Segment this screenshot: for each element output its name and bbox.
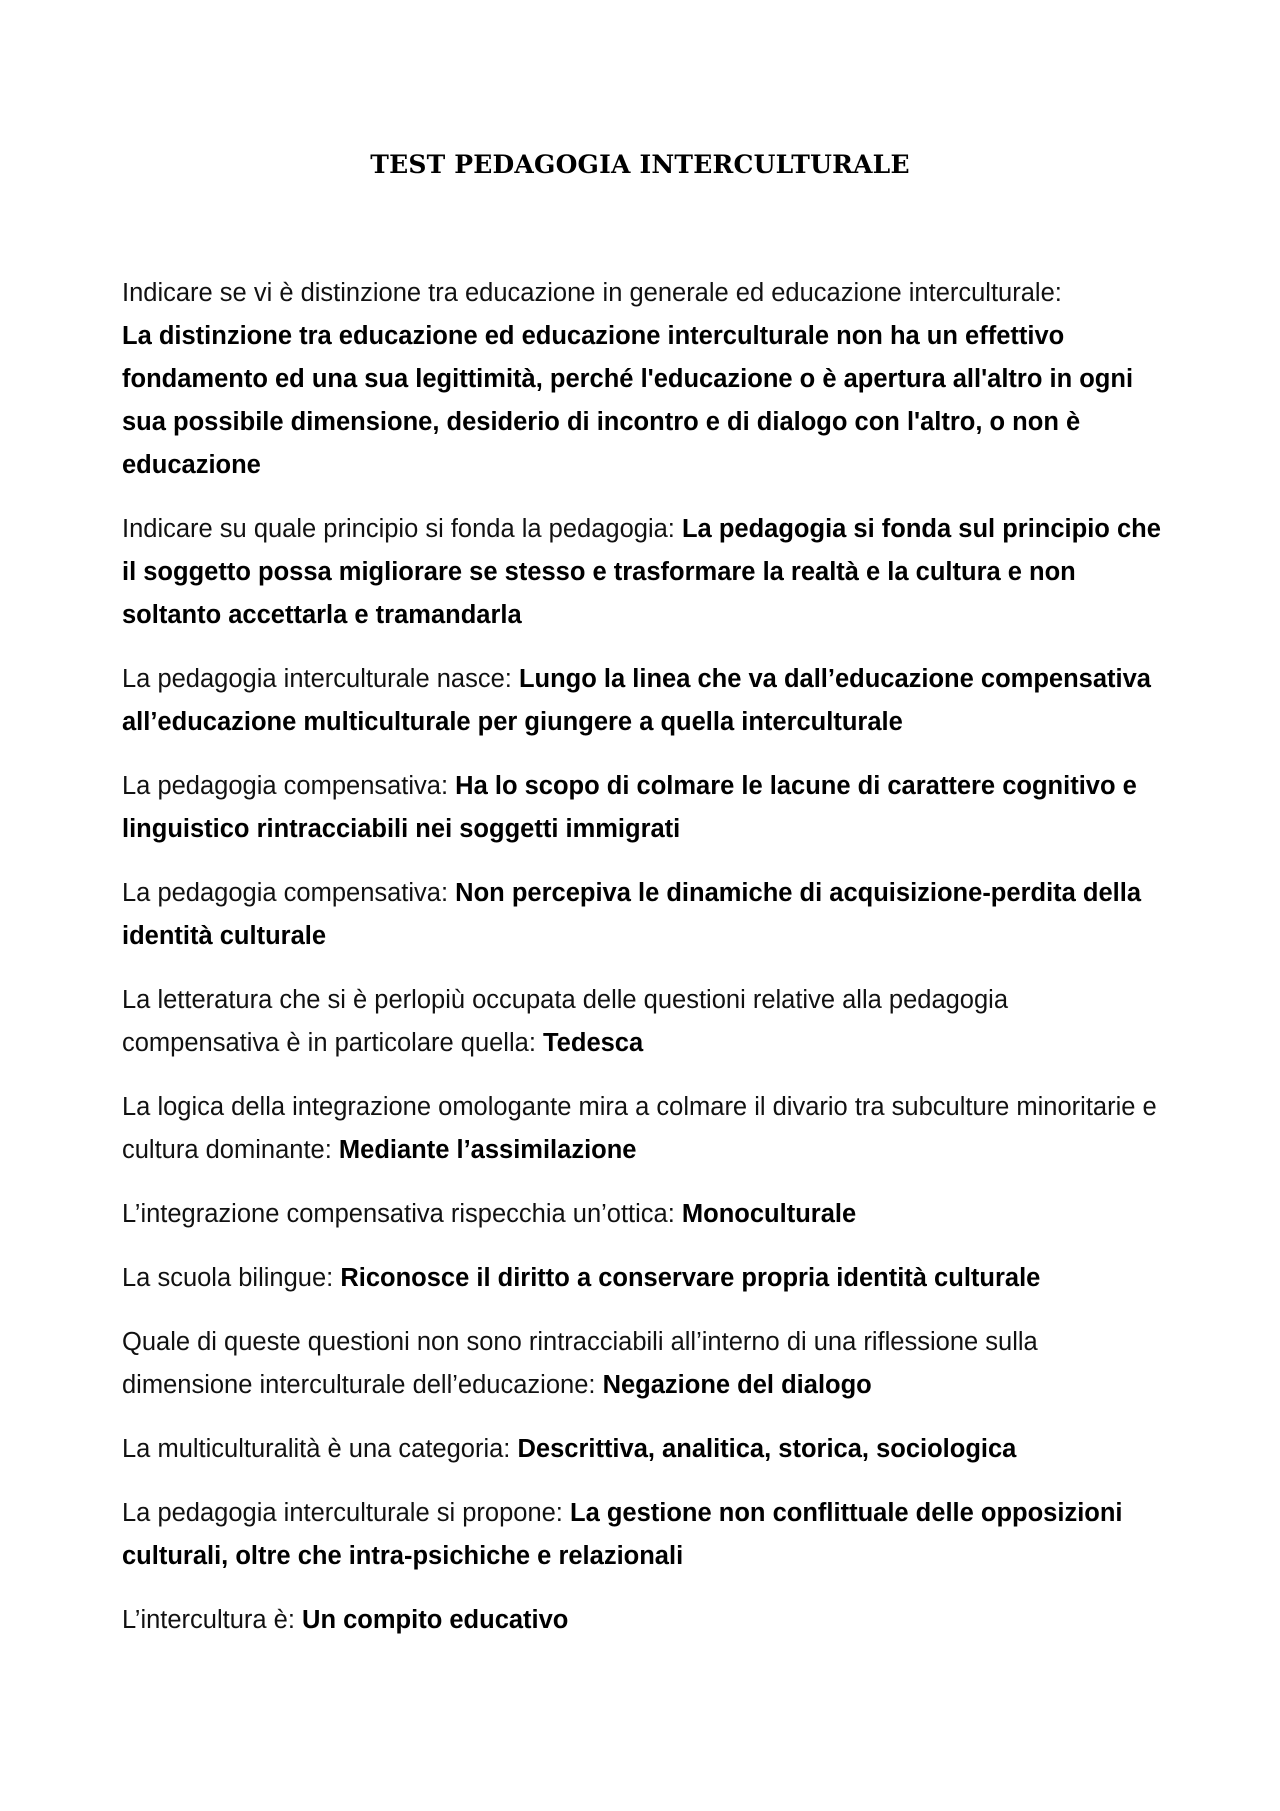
question-text: La letteratura che si è perlopiù occupata delle questioni relative alla pedagogia compensativa è in particolare quella: [122, 986, 1009, 1057]
answer-text: Non percepiva le dinamiche di acquisizione-perdita della identità culturale [122, 879, 1142, 950]
answer-text: Riconosce il diritto a conservare propria identità culturale [340, 1264, 1041, 1292]
qa-item [122, 508, 1162, 637]
answer-text: La pedagogia si fonda sul principio che il soggetto possa migliorare se stesso e trasformare la realtà e la cultura e non soltanto accettarla e tramandarla [122, 515, 1161, 629]
qa-item [122, 872, 1162, 958]
answer-text: Monoculturale [681, 1200, 857, 1228]
question-text: L’integrazione compensativa rispecchia un’ottica: [122, 1200, 682, 1228]
question-text: Quale di queste questioni non sono rintracciabili all’interno di una riflessione sulla dimensione interculturale dell’educazione: [122, 1328, 1038, 1399]
qa-item [122, 272, 1162, 487]
qa-item [122, 658, 1162, 744]
answer-text: La distinzione tra educazione ed educazione interculturale non ha un effettivo fondamento ed una sua legittimità, perché l'educazione o è apertura all'altro in ogni sua possibile dimensione, desiderio di incontro e di dialogo con l'altro, o non è educazione [122, 322, 1134, 479]
qa-item [122, 1321, 1162, 1407]
answer-text: Negazione del dialogo [602, 1371, 872, 1399]
question-text: Indicare su quale principio si fonda la pedagogia: [122, 515, 675, 543]
question-text: L’intercultura è: [122, 1606, 295, 1634]
qa-item [122, 1492, 1162, 1578]
question-text: La pedagogia compensativa: [122, 772, 449, 800]
question-text: La logica della integrazione omologante mira a colmare il divario tra subculture minoritarie e cultura dominante: [122, 1093, 1157, 1164]
answer-text: La gestione non conflittuale delle opposizioni culturali, oltre che intra-psichiche e relazionali [122, 1499, 1123, 1570]
answer-text: Ha lo scopo di colmare le lacune di carattere cognitivo e linguistico rintracciabili nei soggetti immigrati [122, 772, 1137, 843]
qa-item [122, 1257, 1162, 1300]
qa-item [122, 1599, 1162, 1642]
answer-text: Mediante l’assimilazione [338, 1136, 637, 1164]
qa-item [122, 765, 1162, 851]
question-text: La pedagogia interculturale si propone: [122, 1499, 563, 1527]
answer-text: Descrittiva, analitica, storica, sociologica [517, 1435, 1017, 1463]
question-text: La scuola bilingue: [122, 1264, 334, 1292]
qa-item [122, 1086, 1162, 1172]
qa-item [122, 1193, 1162, 1236]
qa-item [122, 979, 1162, 1065]
question-text: La multiculturalità è una categoria: [122, 1435, 511, 1463]
question-list [122, 272, 1162, 1663]
question-text: La pedagogia compensativa: [122, 879, 449, 907]
document-title: TEST PEDAGOGIA INTERCULTURALE [370, 150, 910, 179]
answer-text: Lungo la linea che va dall’educazione compensativa all’educazione multiculturale per giungere a quella interculturale [122, 665, 1151, 736]
question-text: Indicare se vi è distinzione tra educazione in generale ed educazione interculturale: [122, 279, 1062, 307]
answer-text: Un compito educativo [302, 1606, 569, 1634]
question-text: La pedagogia interculturale nasce: [122, 665, 512, 693]
qa-item [122, 1428, 1162, 1471]
answer-text: Tedesca [543, 1029, 644, 1057]
